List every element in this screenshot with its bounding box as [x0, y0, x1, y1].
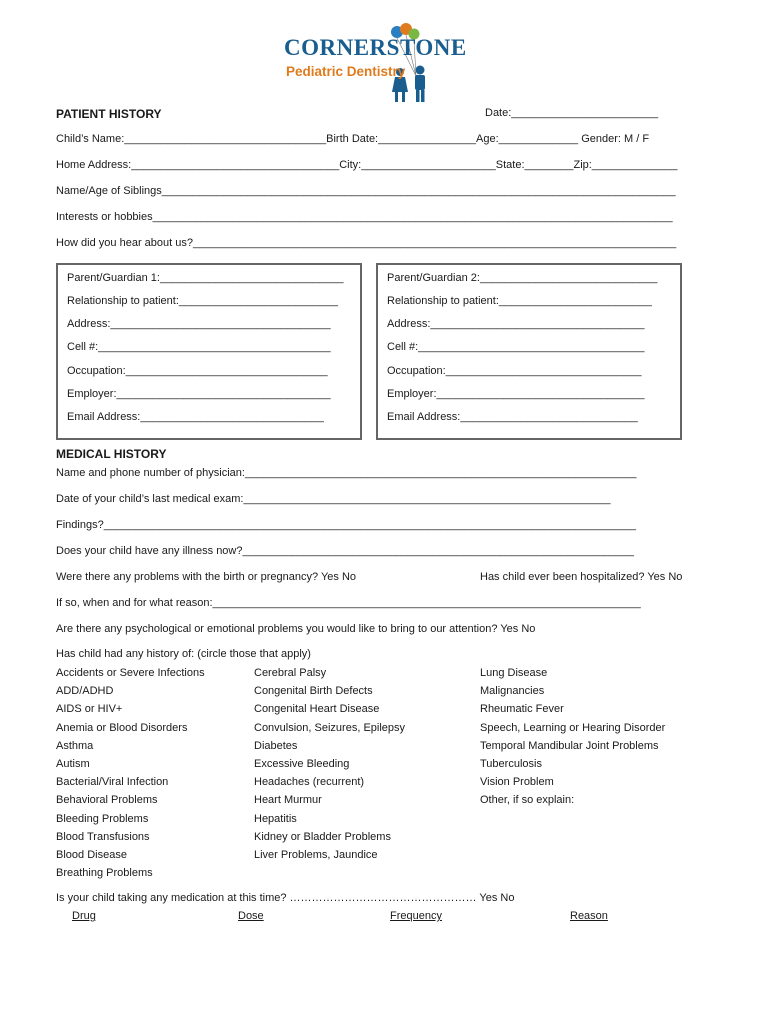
birth-problems-question[interactable]: Were there any problems with the birth or pregnancy? Yes No — [56, 571, 357, 583]
condition-item[interactable]: Liver Problems, Jaundice — [254, 848, 378, 861]
conditions-column-1 — [56, 664, 205, 882]
guardian-2-name[interactable]: Parent/Guardian 2:_____________________________ — [387, 272, 658, 284]
hospital-reason-line[interactable]: If so, when and for what reason:______________________________________________________________________ — [56, 597, 641, 609]
reason-header: Reason — [570, 910, 608, 922]
psychological-question[interactable]: Are there any psychological or emotional problems you would like to bring to our attention? Yes No — [56, 623, 536, 635]
guardian-2-box — [376, 263, 682, 440]
condition-item[interactable]: Headaches (recurrent) — [254, 776, 365, 789]
medication-question[interactable]: Is your child taking any medication at this time? …………………………………………… Yes No — [56, 892, 515, 904]
page-title: PATIENT HISTORY — [56, 107, 162, 121]
condition-item[interactable]: Heart Murmur — [254, 794, 322, 807]
address-line[interactable]: Home Address:__________________________________City:______________________State:________Zip:______________ — [56, 159, 678, 171]
hospitalized-question[interactable]: Has child ever been hospitalized? Yes No — [480, 571, 683, 583]
condition-item[interactable]: Breathing Problems — [56, 867, 153, 880]
guardian-1-email[interactable]: Email Address:______________________________ — [67, 411, 324, 423]
guardian-2-occupation[interactable]: Occupation:________________________________ — [387, 365, 642, 377]
condition-item[interactable]: Anemia or Blood Disorders — [56, 721, 188, 734]
condition-item[interactable]: Lung Disease — [480, 667, 548, 679]
child-info-line[interactable]: Child’s Name:_________________________________Birth Date:________________Age:_____________ Gender: M / F — [56, 133, 650, 145]
logo-subtitle: Pediatric Dentistry — [286, 64, 406, 79]
condition-item[interactable]: Speech, Learning or Hearing Disorder — [480, 721, 666, 734]
condition-item[interactable]: Convulsion, Seizures, Epilepsy — [254, 721, 406, 734]
guardian-1-name[interactable]: Parent/Guardian 1:______________________________ — [67, 272, 344, 284]
condition-item[interactable]: Malignancies — [480, 685, 545, 698]
condition-item[interactable]: Other, if so explain: — [480, 794, 575, 807]
logo-name: CORNERSTONE — [284, 35, 467, 60]
guardian-2-email[interactable]: Email Address:_____________________________ — [387, 411, 638, 423]
condition-item[interactable]: Accidents or Severe Infections — [56, 667, 205, 679]
conditions-column-2 — [254, 664, 405, 864]
condition-item[interactable]: Kidney or Bladder Problems — [254, 830, 391, 843]
condition-item[interactable]: Vision Problem — [480, 776, 554, 789]
condition-item[interactable]: AIDS or HIV+ — [56, 703, 123, 716]
guardian-2-cell[interactable]: Cell #:_____________________________________ — [387, 341, 645, 353]
condition-item[interactable]: Excessive Bleeding — [254, 757, 350, 770]
conditions-column-3 — [480, 664, 665, 810]
condition-item[interactable]: Congenital Birth Defects — [254, 685, 373, 698]
hobbies-line[interactable]: Interests or hobbies_____________________________________________________________________________________ — [56, 211, 673, 223]
medical-history-title: MEDICAL HISTORY — [56, 447, 167, 461]
condition-item[interactable]: Blood Disease — [56, 848, 127, 861]
guardian-2-address[interactable]: Address:___________________________________ — [387, 318, 645, 330]
physician-line[interactable]: Name and phone number of physician:________________________________________________________________ — [56, 467, 637, 479]
guardian-1-address[interactable]: Address:____________________________________ — [67, 318, 331, 330]
condition-item[interactable]: Hepatitis — [254, 812, 297, 825]
condition-item[interactable]: Temporal Mandibular Joint Problems — [480, 739, 659, 752]
guardian-2-employer[interactable]: Employer:__________________________________ — [387, 388, 645, 400]
guardian-2-relationship[interactable]: Relationship to patient:_________________________ — [387, 295, 652, 307]
frequency-header: Frequency — [390, 910, 442, 922]
guardian-1-relationship[interactable]: Relationship to patient:__________________________ — [67, 295, 338, 307]
drug-header: Drug — [72, 910, 96, 922]
siblings-line[interactable]: Name/Age of Siblings____________________________________________________________________________________ — [56, 185, 676, 197]
condition-item[interactable]: Asthma — [56, 739, 94, 752]
condition-item[interactable]: Tuberculosis — [480, 757, 542, 770]
guardian-1-occupation[interactable]: Occupation:_________________________________ — [67, 365, 328, 377]
condition-item[interactable]: ADD/ADHD — [56, 685, 114, 698]
condition-item[interactable]: Cerebral Palsy — [254, 667, 327, 679]
last-exam-line[interactable]: Date of your child’s last medical exam:____________________________________________________________ — [56, 493, 611, 505]
condition-item[interactable]: Blood Transfusions — [56, 830, 150, 843]
condition-item[interactable]: Rheumatic Fever — [480, 703, 564, 716]
condition-item[interactable]: Diabetes — [254, 739, 298, 752]
referral-line[interactable]: How did you hear about us?_______________________________________________________________________________ — [56, 237, 677, 249]
guardian-1-cell[interactable]: Cell #:______________________________________ — [67, 341, 331, 353]
guardian-1-box — [56, 263, 362, 440]
cornerstone-logo — [276, 18, 467, 110]
condition-item[interactable]: Congenital Heart Disease — [254, 703, 380, 716]
condition-item[interactable]: Autism — [56, 757, 90, 770]
dose-header: Dose — [238, 910, 264, 922]
illness-line[interactable]: Does your child have any illness now?________________________________________________________________ — [56, 545, 635, 557]
history-intro: Has child had any history of: (circle those that apply) — [56, 648, 311, 660]
condition-item[interactable]: Bacterial/Viral Infection — [56, 776, 169, 789]
condition-item[interactable]: Behavioral Problems — [56, 794, 158, 807]
condition-item[interactable]: Bleeding Problems — [56, 812, 149, 825]
guardian-1-employer[interactable]: Employer:___________________________________ — [67, 388, 331, 400]
findings-line[interactable]: Findings?_______________________________________________________________________________________ — [56, 519, 636, 531]
date-field[interactable]: Date:________________________ — [485, 107, 659, 119]
